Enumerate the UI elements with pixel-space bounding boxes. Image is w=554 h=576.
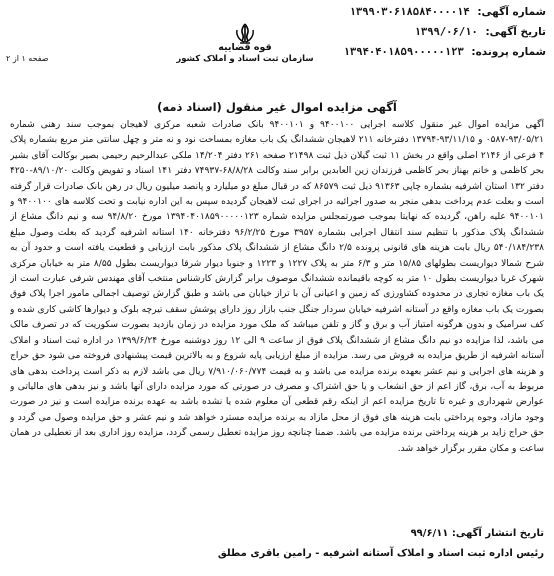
signatory: رئیس اداره ثبت اسناد و املاک آستانه اشرفیه - رامین باقری مطلق [217,548,544,559]
file-number: ۱۳۹۴۰۴۰۱۸۵۹۰۰۰۰۰۱۲۳ [343,46,464,58]
notice-number-label: شماره آگهی: [477,6,546,18]
notice-date-label: تاریخ آگهی: [485,26,546,38]
file-number-row [344,42,546,62]
logo-organization-text: سازمان ثبت اسناد و املاک کشور [176,54,314,64]
file-number-label: شماره پرونده: [471,46,546,58]
notice-title: آگهی مزایده اموال غیر منقول (اسناد ذمه) [157,100,397,114]
page-number: صفحه ۱ از ۲ [6,54,49,63]
notice-body-text: آگهی مزایده اموال غیر منقول کلاسه اجرایی ۹۴۰۰۱۰۰ و ۹۴۰۰۱۰۱ بانک صادرات شعبه مرکزی لاهیجان بموجب سند رهنی شماره ۹۳/۰۵/۲۱-۰۵۸۷ و ۹۳/۱۱/۱۵-۱۳۷۹۴ دفترخانه ۲۱۱ لاهیجان ششدانگ یک باب مغازه بمساحت نود و نه متر و چهل سانتی متر مربع بشماره پلاک ۴ فرعی از ۲۱۴۶ اصلی واقع در بخش ۱۱ ثبت گیلان ذیل ثبت ۲۱۴۹۸ صفحه ۲۶۱ دفتر ۱۴/۲۰۴ ملکی عبدالرحیم رحیمی بصیر بوکالت آقای بشیر بحر کاظمی و خانم بهناز بحر کاظمی فرزندان زین العابدین برابر سند وکالت ۶۸/۸/۲۸-۷۴۹۳۷ دفتر ۱۴۱ اسناد و تفویض وکالت ۸۹/۱۰/۲۰-۴۲۵۰ دفتر ۱۳۲ استان اشرفیه بشماره چاپی ۹۱۳۶۳ ذیل ثبت ۸۶۵۷۹ که در قبال مبلغ دو میلیارد و پانصد میلیون ریال در رهن بانک صادرات قرار گرفته است و بعلت عدم پرداخت بدهی منجر به صدور اجرائیه در اجرای ثبت لاهیجان گردیده سپس به این اداره نیابت و تحت کلاسه های ۹۴۰۰۱۰۰ و ۹۴۰۰۱۰۱ علیه راهن، گردیده که نهایتا بموجب صورتمجلس مزایده شماره ۱۳۹۴۰۴۰۱۸۵۹۰۰۰۰۰۱۲۳ مورخ ۹۴/۸/۲۰ سه و نیم دانگ مشاع از ششدانگ پلاک مذکور با تنظیم سند انتقال اجرایی بشماره ۳۹۵۷ مورخ ۹۶/۲/۲۵ دفترخانه ۱۴۰ استانه اشرفیه گردید که بعلت وصول مبلغ ۵۴۰/۱۸۴/۲۳۸ ریال بابت هزینه های قانونی پرونده ۲/۵ دانگ مشاع از ششدانگ پلاک مذکور بابت ارزیابی و قطعیت یافته است و حدود آن به شرح شمالا دیواریست بطولهای ۱۵/۸۵ متر و ۶/۳ متر به پلاک ۱۲۲۷ و ۱۲۲۳ و جنوبا دیوار شرقا دیواریست بطول ۸/۵۵ متر به خیابان مرکزی شهرک غربا دیواریست بطول ۱۰ متر به کوچه باقیمانده ششدانگ موصوف برابر گزارش کارشناس منتخب آقای مهندس شرفی عبارت است از یک باب مغازه تجاری در محدوده کشاورزی که زمین و اعیانی آن با تراز خیابان می باشد و طبق گزارش توصیف اجمالی مامور اجرا پلاک فوق بصورت یک باب مغازه واقع در آستانه اشرفیه خیابان سردار جنگل جنب بازار روز دارای پوشش سقف تیرچه بلوک و دیوارها کاشی کاری شده و کف سرامیک و بدون هرگونه امتیاز آب و برق و گاز و تلفن میباشد که ملک مورد مزایده در زمان بازدید بصورت سکوریت که در تصرف مالک می باشد، لذا مزایده دو نیم دانگ مشاع از ششدانگ پلاک فوق از ساعت ۹ الی ۱۲ روز دوشنبه مورخ ۱۳۹۹/۶/۲۴ در اداره ثبت اسناد و املاک آستانه اشرفیه از طریق مزایده به فروش می رسد. مزایده از مبلغ ارزیابی پایه شروع و به بالاترین قیمت پیشنهادی فروخته می شود حق حراج و هزینه های اجرایی و نیم عشر بعهده برنده مزایده می باشد و به قیمت ۷/۹۱۰/۰۶۰/۷۷۴ ریال می باشد لازم به ذکر است پرداخت بدهی های مربوط به آب، برق، گاز اعم از حق انشعاب و یا حق اشتراک و مصرف در صورتی که مورد مزایده دارای آنها باشد و نیز بدهی های مالیاتی و عوارض شهرداری و غیره تا تاریخ مزایده اعم از اینکه رقم قطعی آن معلوم شده یا نشده باشد به عهده برنده مزایده است و نیز در صورت وجود مازاد، وجوه پرداختی بابت هزینه های فوق از محل مازاد به برنده مزایده مسترد خواهد شد و نیم عشر و حق مزایده وصول می گردد و حق حراج زاید بر هزینه پرداختی برنده مزایده می باشد. ضمنا چنانچه روز مزایده تعطیل رسمی گردد، مزایده روز اداری بعد از تعطیلی در همان ساعت و مکان مقرر برگزار خواهد شد. [10,120,544,454]
notice-metadata [344,2,546,62]
notice-number: ۱۳۹۹۰۳۰۶۱۸۵۸۴۰۰۰۰۱۴ [349,6,470,18]
notice-body [10,118,544,538]
publication-date: تاریخ انتشار آگهی: ۹۹/۶/۱۱ [410,528,544,539]
notice-date-row [344,22,546,42]
notice-number-row [344,2,546,22]
notice-date: ۱۳۹۹/۰۶/۱۰ [414,26,478,38]
iran-emblem-icon [232,22,258,44]
logo-judiciary-text: قوه قضاییه [218,42,272,53]
judiciary-logo [160,22,330,66]
